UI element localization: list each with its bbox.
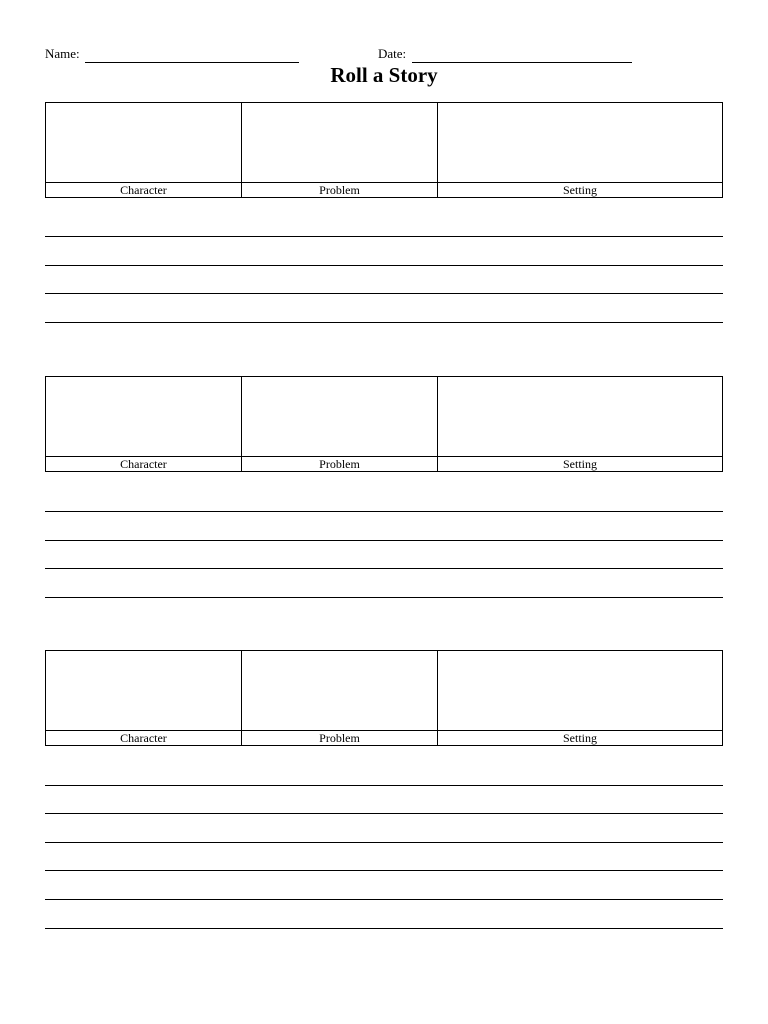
date-label: Date: [378,46,407,61]
writing-line[interactable] [45,870,723,871]
page-title: Roll a Story [330,63,438,87]
writing-line[interactable] [45,928,723,929]
writing-line[interactable] [45,597,723,598]
character-label: Character [46,457,242,472]
story-table-1 [45,102,723,198]
writing-line[interactable] [45,236,723,237]
character-label: Character [46,731,242,746]
problem-box[interactable] [242,103,438,183]
setting-label: Setting [438,731,723,746]
setting-label: Setting [438,457,723,472]
writing-line[interactable] [45,293,723,294]
setting-label: Setting [438,183,723,198]
writing-line[interactable] [45,899,723,900]
writing-line[interactable] [45,813,723,814]
writing-line[interactable] [45,785,723,786]
writing-line[interactable] [45,511,723,512]
name-label: Name: [45,46,80,61]
problem-label: Problem [242,183,438,198]
writing-line[interactable] [45,568,723,569]
setting-box[interactable] [438,377,723,457]
writing-line[interactable] [45,540,723,541]
story-table-2 [45,376,723,472]
character-box[interactable] [46,377,242,457]
writing-line[interactable] [45,322,723,323]
writing-line[interactable] [45,265,723,266]
character-box[interactable] [46,651,242,731]
setting-box[interactable] [438,103,723,183]
problem-label: Problem [242,457,438,472]
problem-label: Problem [242,731,438,746]
story-table-3 [45,650,723,746]
setting-box[interactable] [438,651,723,731]
character-label: Character [46,183,242,198]
problem-box[interactable] [242,377,438,457]
writing-line[interactable] [45,842,723,843]
problem-box[interactable] [242,651,438,731]
character-box[interactable] [46,103,242,183]
